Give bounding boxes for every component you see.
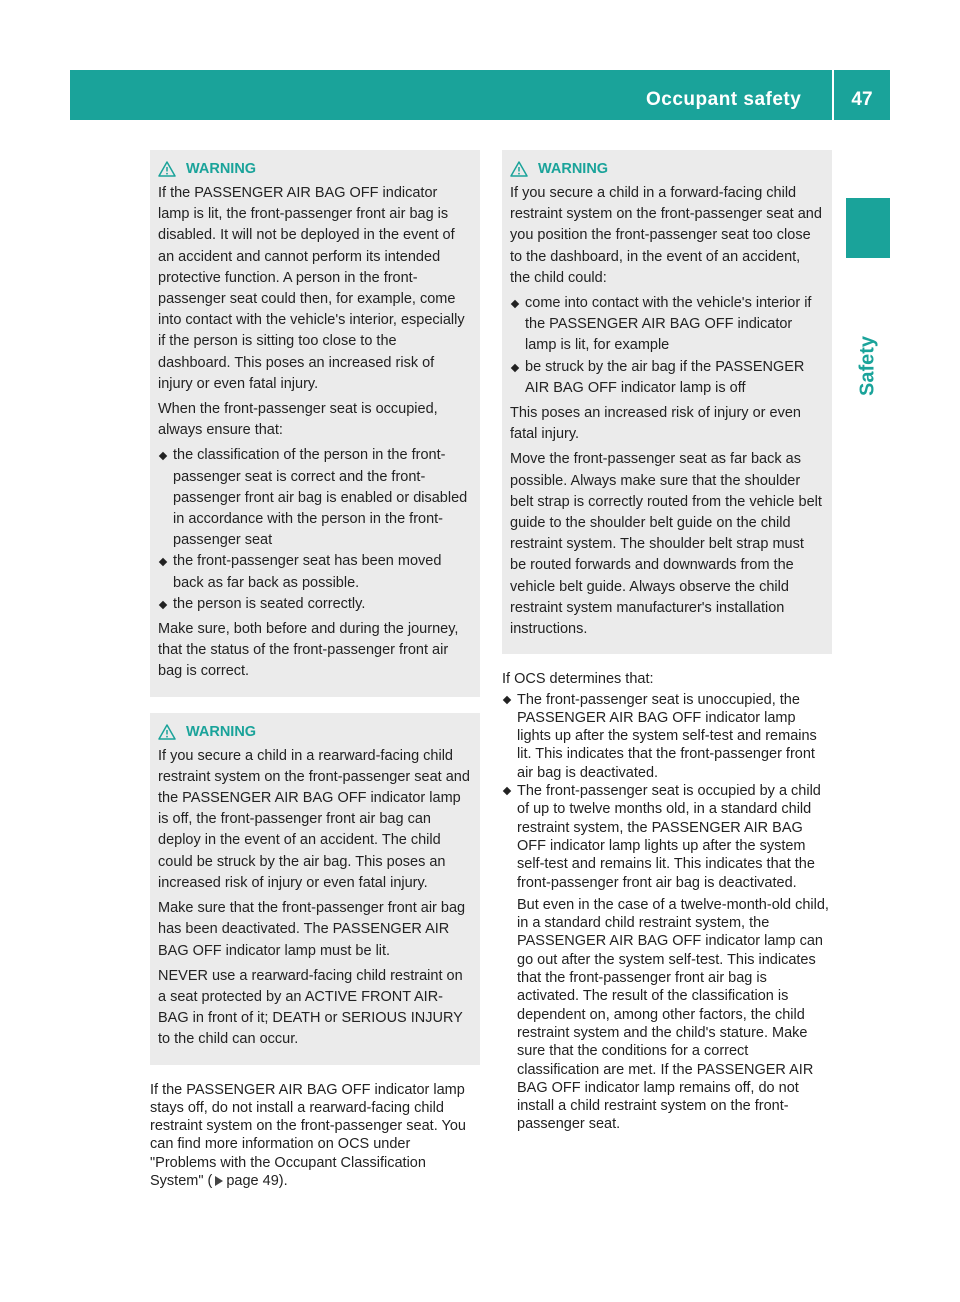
bullet-list [158, 445, 472, 615]
side-tab [846, 198, 890, 258]
warning-paragraph: This poses an increased risk of injury or even fatal injury. [510, 405, 801, 443]
warning-paragraph: If you secure a child in a rearward-facing child restraint system on the front-passenger seat and the PASSENGER AIR BAG OFF indicator lamp is off, the front-passenger front air bag can deploy in the event of an accident. The child could be struck by the air bag. This poses an increased risk of injury or even fatal injury. [158, 747, 470, 891]
page-number: 47 [851, 89, 873, 110]
left-column [150, 150, 480, 1190]
list-item: The front-passenger seat is unoccupied, the PASSENGER AIR BAG OFF indicator lamp lights up after the system self-test and remains lit. This indicates that the front-passenger front air bag is deactivated. [502, 691, 832, 782]
list-item: come into contact with the vehicle's interior if the PASSENGER AIR BAG OFF indicator lamp is lit, for example [510, 293, 824, 357]
list-item: the person is seated correctly. [158, 594, 472, 615]
warning-header [510, 159, 824, 179]
bullet-list [502, 691, 832, 892]
list-item: the front-passenger seat has been moved back as far back as possible. [158, 551, 472, 593]
warning-paragraph: Make sure that the front-passenger front air bag has been deactivated. The PASSENGER AIR BAG OFF indicator lamp must be lit. [158, 900, 466, 959]
warning-paragraph: Make sure, both before and during the journey, that the status of the front-passenger front air bag is correct. [158, 621, 459, 680]
body-text [502, 670, 832, 1133]
page-reference-link[interactable]: page 49). [226, 1173, 288, 1189]
continuation-paragraph: But even in the case of a twelve-month-old child, in a standard child restraint system, the PASSENGER AIR BAG OFF indicator lamp can go out after the system self-test. This indicates that the front-passenger front air bag is activated. The result of the classification is dependent on, among other factors, the child restraint system and the child's stature. Make sure that the conditions for a correct classification are met. If the PASSENGER AIR BAG OFF indicator lamp remains off, do not install a child restraint system on the front-passenger seat. [517, 896, 829, 1133]
warning-paragraph: When the front-passenger seat is occupied, always ensure that: [158, 401, 438, 439]
warning-box [502, 150, 832, 654]
right-column [502, 150, 832, 1138]
warning-paragraph: If you secure a child in a forward-facing child restraint system on the front-passenger seat and you position the front-passenger seat too close to the dashboard, in the event of an accident, the child could: [510, 185, 822, 286]
section-title: Occupant safety [646, 89, 802, 110]
body-paragraph [150, 1081, 480, 1191]
warning-paragraph: If the PASSENGER AIR BAG OFF indicator lamp is lit, the front-passenger front air bag is disabled. It will not be deployed in the event of an accident and cannot perform its intended protective function. A person in the front-passenger seat could then, for example, come into contact with the vehicle's interior, especially if the person is sitting too close to the dashboard. This poses an increased risk of injury or even fatal injury. [158, 185, 465, 392]
header-divider [832, 70, 834, 120]
warning-paragraph: Move the front-passenger seat as far back as possible. Always make sure that the shoulder belt strap is correctly routed from the vehicle belt guide to the shoulder belt guide on the child restraint system. The shoulder belt strap must be routed forwards and downwards from the vehicle belt guide. Always observe the child restraint system manufacturer's installation instructions. [510, 451, 822, 638]
warning-triangle-icon [158, 723, 186, 741]
warning-paragraph: NEVER use a rearward-facing child restraint on a seat protected by an ACTIVE FRONT AIR-BAG in front of it; DEATH or SERIOUS INJURY to the child can occur. [158, 967, 463, 1048]
body-intro: If OCS determines that: [502, 671, 654, 688]
list-item: be struck by the air bag if the PASSENGER AIR BAG OFF indicator lamp is off [510, 357, 824, 399]
warning-triangle-icon [158, 160, 186, 178]
warning-title: WARNING [186, 723, 257, 740]
warning-title: WARNING [186, 161, 257, 177]
body-text [150, 1081, 480, 1191]
warning-header [158, 722, 472, 742]
side-tab-label: Safety [856, 335, 879, 396]
list-item: the classification of the person in the front-passenger seat is correct and the front-passenger front air bag is enabled or disabled in accordance with the person in the front-passenger seat [158, 445, 472, 551]
warning-box [150, 713, 480, 1065]
warning-box [150, 150, 480, 697]
list-item: The front-passenger seat is occupied by a child of up to twelve months old, in a standard child restraint system, the PASSENGER AIR BAG OFF indicator lamp lights up after the system self-test and remains lit. This indicates that the front-passenger front air bag is deactivated. [502, 782, 832, 892]
body-text-span: If the PASSENGER AIR BAG OFF indicator lamp stays off, do not install a rearward-facing child restraint system on the front-passenger seat. You can find more information on OCS under "Problems with the Occupant Classification System" ( [150, 1081, 466, 1189]
warning-title: WARNING [538, 161, 609, 177]
warning-triangle-icon [510, 160, 538, 178]
warning-header [158, 159, 472, 179]
triangle-right-icon [215, 1176, 223, 1186]
bullet-list [510, 293, 824, 399]
